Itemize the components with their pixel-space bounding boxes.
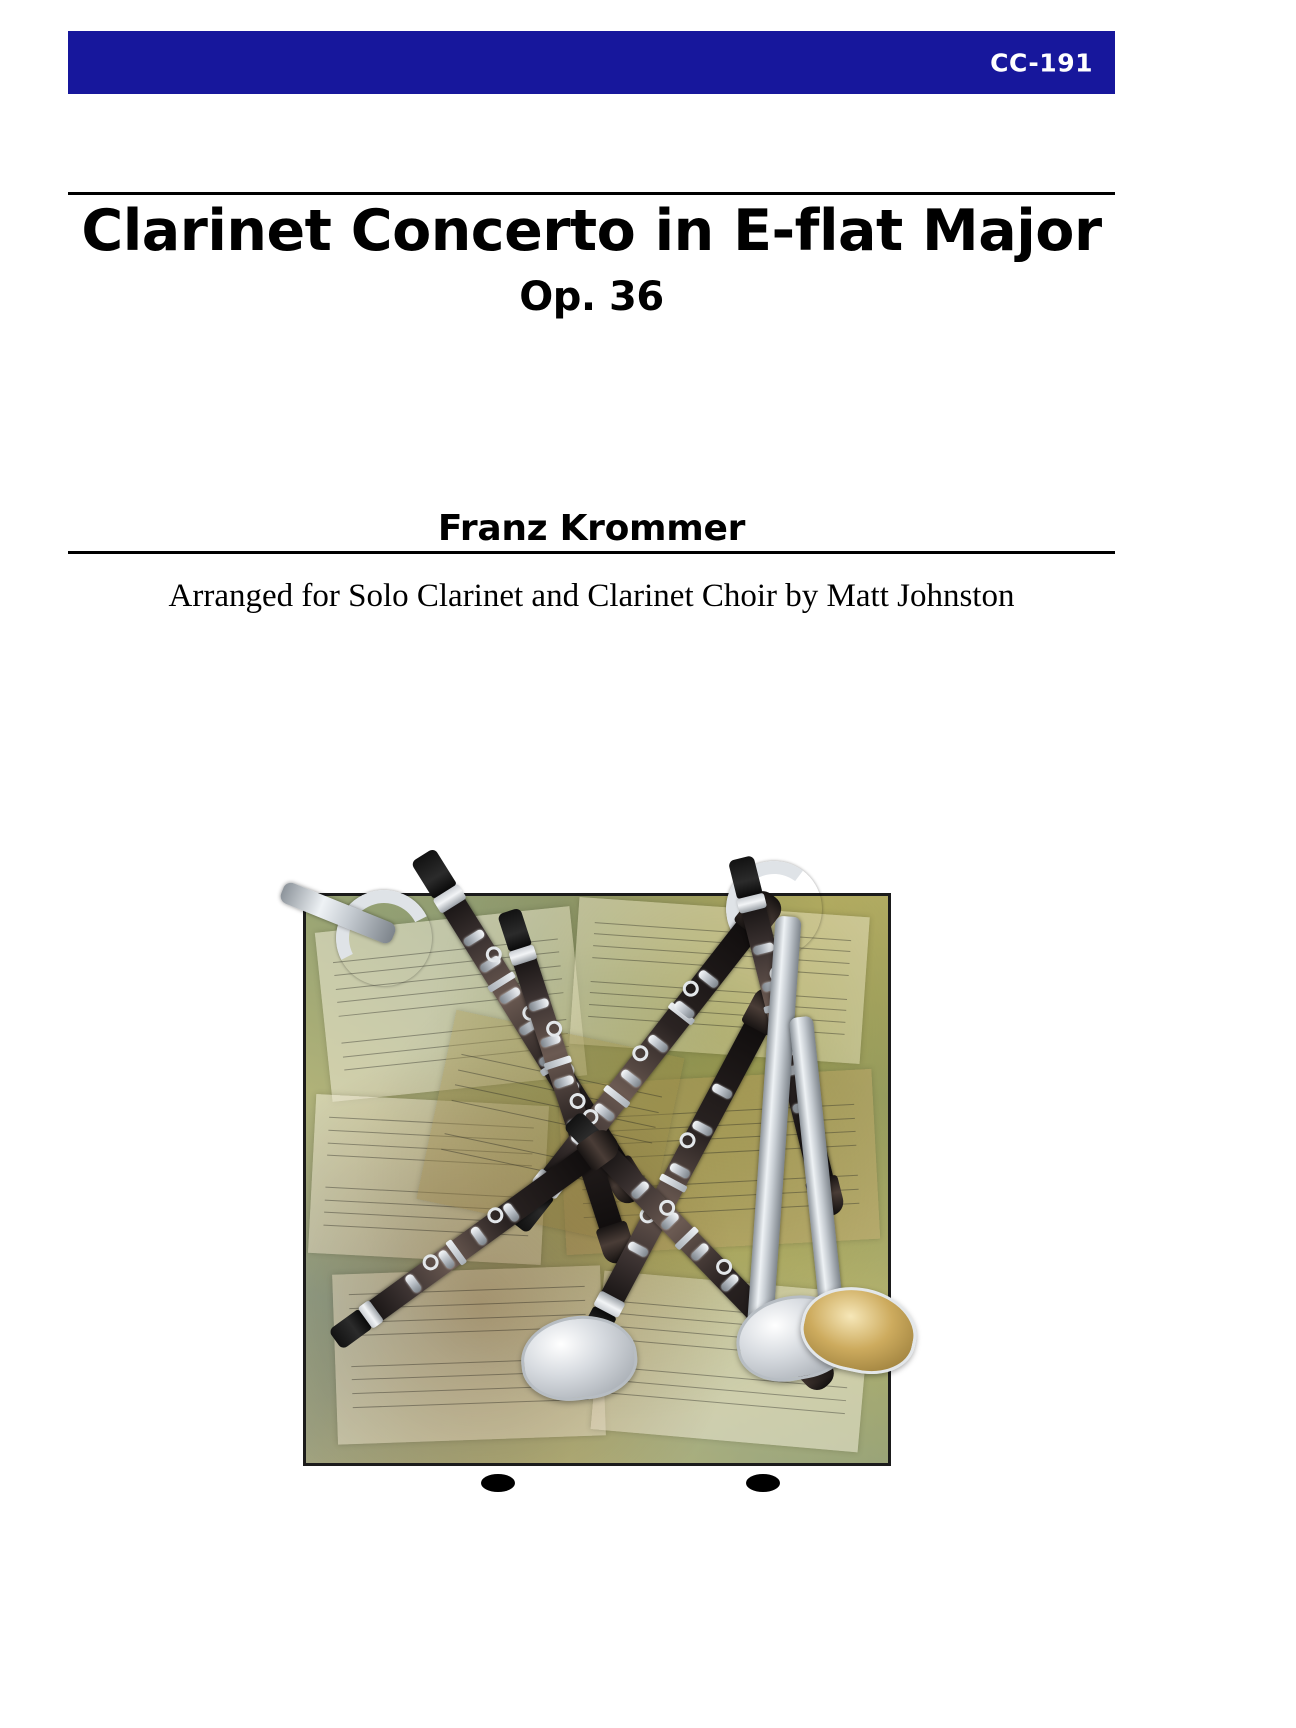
composer-name: Franz Krommer (437, 508, 746, 549)
catalog-number: CC-191 (990, 48, 1093, 77)
arranger-credit: Arranged for Solo Clarinet and Clarinet Choir by Matt Johnston (168, 578, 1015, 614)
title-block (68, 200, 1115, 320)
title-rule-top (68, 192, 1115, 195)
opus-number: Op. 36 (519, 273, 664, 320)
catalog-bar (68, 31, 1115, 94)
title-rule-bottom (68, 551, 1115, 554)
endpin-peg (481, 1474, 515, 1492)
page-title: Clarinet Concerto in E-flat Major (81, 198, 1102, 264)
endpin-peg (746, 1474, 780, 1492)
cover-artwork (303, 893, 891, 1466)
